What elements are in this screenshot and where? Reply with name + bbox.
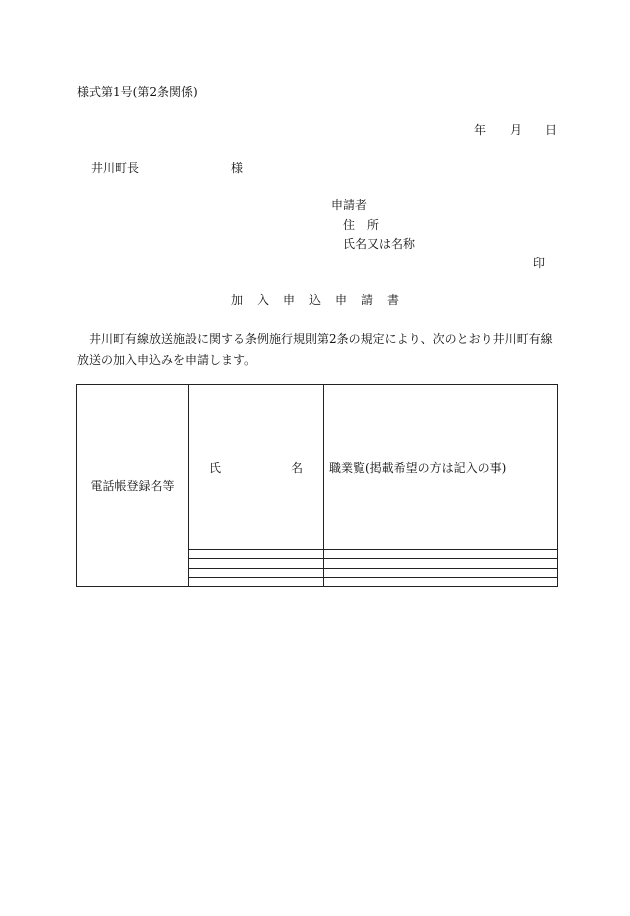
date-year-label: 年 — [474, 123, 487, 137]
address-label: 住 所 — [343, 218, 380, 232]
body-paragraph: 井川町有線放送施設に関する条例施行規則第2条の規定により、次のとおり井川町有線放送の加入申込みを申請します。 — [77, 332, 553, 367]
form-number: 様式第1号(第2条関係) — [77, 85, 198, 99]
occupation-entry-cell[interactable] — [324, 550, 558, 559]
name-entry-cell[interactable] — [189, 559, 324, 568]
header-name-left: 氏 — [209, 460, 222, 475]
document-title: 加入申込申請書 — [230, 293, 413, 307]
directory-registration-table — [76, 384, 558, 587]
seal-label: 印 — [533, 256, 546, 270]
addressee-honorific: 様 — [231, 161, 244, 175]
date-month-label: 月 — [510, 123, 523, 137]
applicant-label: 申請者 — [331, 198, 368, 212]
header-name-cell — [189, 385, 324, 550]
occupation-entry-cell[interactable] — [324, 568, 558, 577]
occupation-entry-cell[interactable] — [324, 559, 558, 568]
name-entry-cell[interactable] — [189, 550, 324, 559]
date-day-label: 日 — [545, 123, 558, 137]
addressee-name: 井川町長 — [91, 161, 140, 175]
name-entry-cell[interactable] — [189, 568, 324, 577]
applicant-name-label: 氏名又は名称 — [343, 237, 416, 251]
table-side-label: 電話帳登録名等 — [77, 385, 189, 587]
name-entry-cell[interactable] — [189, 577, 324, 586]
header-occupation-cell — [324, 385, 558, 550]
header-name-right: 名 — [290, 460, 303, 475]
occupation-entry-cell[interactable] — [324, 577, 558, 586]
header-occupation: 職業覧(掲載希望の方は記入の事) — [329, 460, 507, 475]
table-header-row — [77, 385, 558, 550]
